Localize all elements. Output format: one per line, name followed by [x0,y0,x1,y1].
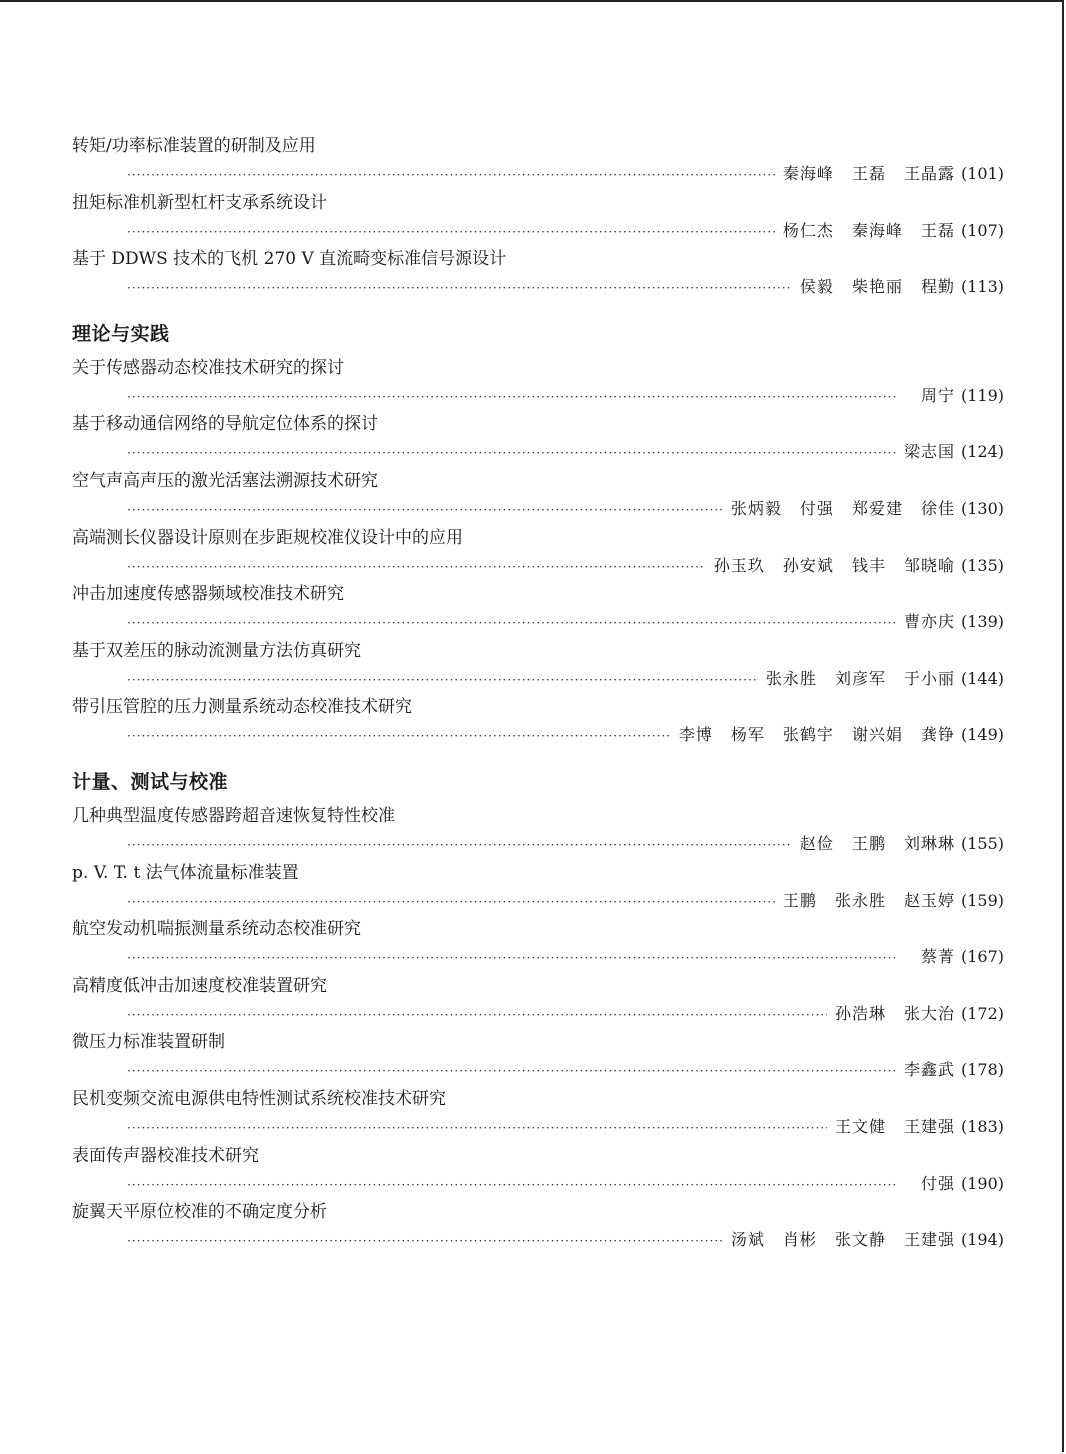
entry-line [127,440,1004,468]
entry-line [127,667,1004,695]
page-number: (130) [960,498,1004,518]
dot-leader [127,946,913,970]
entry-line [127,384,1004,412]
dot-leader [127,220,775,244]
dot-leader [127,833,792,857]
author-name: 周宁 [920,385,955,405]
author-name: 张永胜 [834,890,886,910]
entry-authors [783,162,955,186]
entry-title[interactable]: 基于双差压的脉动流测量方法仿真研究 [72,640,361,661]
author-name: 王文健 [834,1116,886,1136]
dot-leader [127,163,775,187]
entry-authors [921,384,955,408]
toc-entry[interactable] [72,356,1004,413]
page-number: (119) [960,385,1004,405]
author-name: 侯毅 [799,277,834,297]
toc-section [72,770,1004,1257]
entry-authors [783,219,955,243]
entry-line [127,554,1004,582]
page-number: (159) [960,890,1004,910]
entry-authors [904,1058,955,1082]
dot-leader [127,276,792,300]
page-number: (178) [960,1060,1004,1080]
page-number: (107) [960,220,1004,240]
toc-entry[interactable] [72,134,1004,191]
toc-entry[interactable] [72,469,1004,526]
author-name: 王磊 [851,164,886,183]
entry-title[interactable]: 带引压管腔的压力测量系统动态校准技术研究 [72,697,412,718]
author-name: 秦海峰 [782,164,834,183]
entry-title[interactable]: 空气声高声压的激光活塞法溯源技术研究 [72,470,378,491]
section-heading: 计量、测试与校准 [72,770,229,793]
entry-authors [835,1002,955,1026]
author-name: 张永胜 [765,668,817,688]
entry-line [127,1115,1004,1143]
entry-authors [731,1228,955,1252]
section-heading: 理论与实践 [72,322,170,345]
page-number: (172) [960,1003,1004,1023]
entry-authors [921,1172,955,1196]
toc-entry[interactable] [72,974,1004,1031]
dot-leader [127,385,913,409]
author-name: 李博 [678,725,713,745]
dot-leader [127,1003,827,1027]
page-number: (183) [960,1116,1004,1136]
author-name: 孙玉玖 [713,555,765,575]
toc-entry[interactable] [72,1144,1004,1201]
entry-title[interactable]: 表面传声器校准技术研究 [72,1145,259,1166]
toc-section [72,322,1004,752]
entry-title[interactable]: p. V. T. t 法气体流量标准装置 [72,862,299,883]
author-name: 秦海峰 [851,220,903,240]
author-name: 郑爱建 [851,498,903,518]
entry-title[interactable]: 扭矩标准机新型杠杆支承系统设计 [72,192,327,213]
author-name: 赵俭 [799,833,834,853]
author-name: 于小丽 [903,668,955,688]
page-number: (167) [960,947,1004,967]
author-name: 赵玉婷 [903,890,955,910]
entry-title[interactable]: 基于移动通信网络的导航定位体系的探讨 [72,414,378,435]
entry-line [127,832,1004,860]
entry-authors [800,275,955,299]
entry-authors [679,723,955,747]
entry-line [127,889,1004,917]
page-number: (135) [960,555,1004,575]
entry-authors [766,667,955,691]
toc-section [72,134,1004,304]
author-name: 曹亦庆 [903,612,955,632]
page-number: (155) [960,833,1004,853]
author-name: 刘彦军 [834,668,886,688]
author-name: 张鹤宇 [782,725,834,745]
dot-leader [127,668,758,692]
entry-authors [904,440,955,464]
dot-leader [127,1116,827,1140]
entry-line [127,610,1004,638]
author-name: 付强 [799,498,834,518]
entry-authors [731,497,955,521]
toc-entry[interactable] [72,191,1004,248]
table-of-contents [72,134,1004,1257]
entry-line [127,497,1004,525]
author-name: 王磊 [920,220,955,240]
entry-title[interactable]: 航空发动机喘振测量系统动态校准研究 [72,919,361,940]
dot-leader [127,724,671,748]
page-number: (101) [960,164,1004,183]
entry-title[interactable]: 高端测长仪器设计原则在步距规校准仪设计中的应用 [72,527,463,548]
author-name: 王建强 [903,1116,955,1136]
entry-line [127,275,1004,303]
entry-line [127,219,1004,247]
entry-authors [714,554,955,578]
toc-entry[interactable] [72,1087,1004,1144]
entry-line [127,162,1004,190]
author-name: 杨军 [730,725,765,745]
entry-title[interactable]: 高精度低冲击加速度校准装置研究 [72,975,327,996]
entry-line [127,1002,1004,1030]
author-name: 杨仁杰 [782,220,834,240]
author-name: 蔡菁 [920,947,955,967]
entry-title[interactable]: 关于传感器动态校准技术研究的探讨 [72,357,344,378]
dot-leader [127,1059,896,1083]
author-name: 邹晓喻 [903,555,955,575]
dot-leader [127,611,896,635]
author-name: 李鑫武 [903,1060,955,1080]
toc-entry[interactable] [72,247,1004,304]
author-name: 梁志国 [903,442,955,462]
author-name: 王建强 [903,1230,955,1250]
entry-authors [921,945,955,969]
author-name: 张文静 [834,1230,886,1250]
author-name: 龚铮 [920,725,955,745]
page-number: (139) [960,612,1004,632]
author-name: 刘琳琳 [903,833,955,853]
toc-entry[interactable] [72,412,1004,469]
entry-line [127,723,1004,751]
entry-title[interactable]: 冲击加速度传感器频域校准技术研究 [72,584,344,605]
page-number: (194) [960,1230,1004,1250]
toc-entry[interactable] [72,1200,1004,1257]
entry-authors [904,610,955,634]
author-name: 谢兴娟 [851,725,903,745]
dot-leader [127,441,896,465]
entry-line [127,945,1004,973]
toc-entry[interactable] [72,1030,1004,1087]
author-name: 王鹏 [782,890,817,910]
dot-leader [127,555,706,579]
entry-title[interactable]: 微压力标准装置研制 [72,1032,225,1053]
entry-title[interactable]: 民机变频交流电源供电特性测试系统校准技术研究 [72,1088,446,1109]
author-name: 孙安斌 [782,555,834,575]
author-name: 付强 [920,1173,955,1193]
page-number: (149) [960,725,1004,745]
author-name: 王鹏 [851,833,886,853]
page-number: (113) [960,277,1004,297]
entry-title[interactable]: 基于 DDWS 技术的飞机 270 V 直流畸变标准信号源设计 [72,249,507,270]
entry-title[interactable]: 几种典型温度传感器跨超音速恢复特性校准 [72,805,395,826]
entry-title[interactable]: 旋翼天平原位校准的不确定度分析 [72,1202,327,1223]
author-name: 王晶露 [903,164,955,183]
dot-leader [127,1229,723,1253]
author-name: 汤斌 [730,1230,765,1250]
toc-entry[interactable] [72,695,1004,752]
author-name: 张大治 [903,1003,955,1023]
toc-entry[interactable] [72,804,1004,861]
author-name: 孙浩琳 [834,1003,886,1023]
entry-authors [783,889,955,913]
page-number: (144) [960,668,1004,688]
toc-entry[interactable] [72,526,1004,583]
author-name: 张炳毅 [730,498,782,518]
entry-line [127,1228,1004,1256]
toc-entry[interactable] [72,917,1004,974]
dot-leader [127,890,775,914]
entry-authors [835,1115,955,1139]
page-number: (124) [960,442,1004,462]
toc-entry[interactable] [72,861,1004,918]
page-number: (190) [960,1173,1004,1193]
author-name: 程勤 [920,277,955,297]
dot-leader [127,498,723,522]
entry-title[interactable]: 转矩/功率标准装置的研制及应用 [72,136,316,156]
toc-entry[interactable] [72,639,1004,696]
entry-line [127,1058,1004,1086]
author-name: 徐佳 [920,498,955,518]
author-name: 肖彬 [782,1230,817,1250]
toc-entry[interactable] [72,582,1004,639]
entry-line [127,1172,1004,1200]
entry-authors [800,832,955,856]
author-name: 钱丰 [851,555,886,575]
author-name: 柴艳丽 [851,277,903,297]
dot-leader [127,1173,913,1197]
